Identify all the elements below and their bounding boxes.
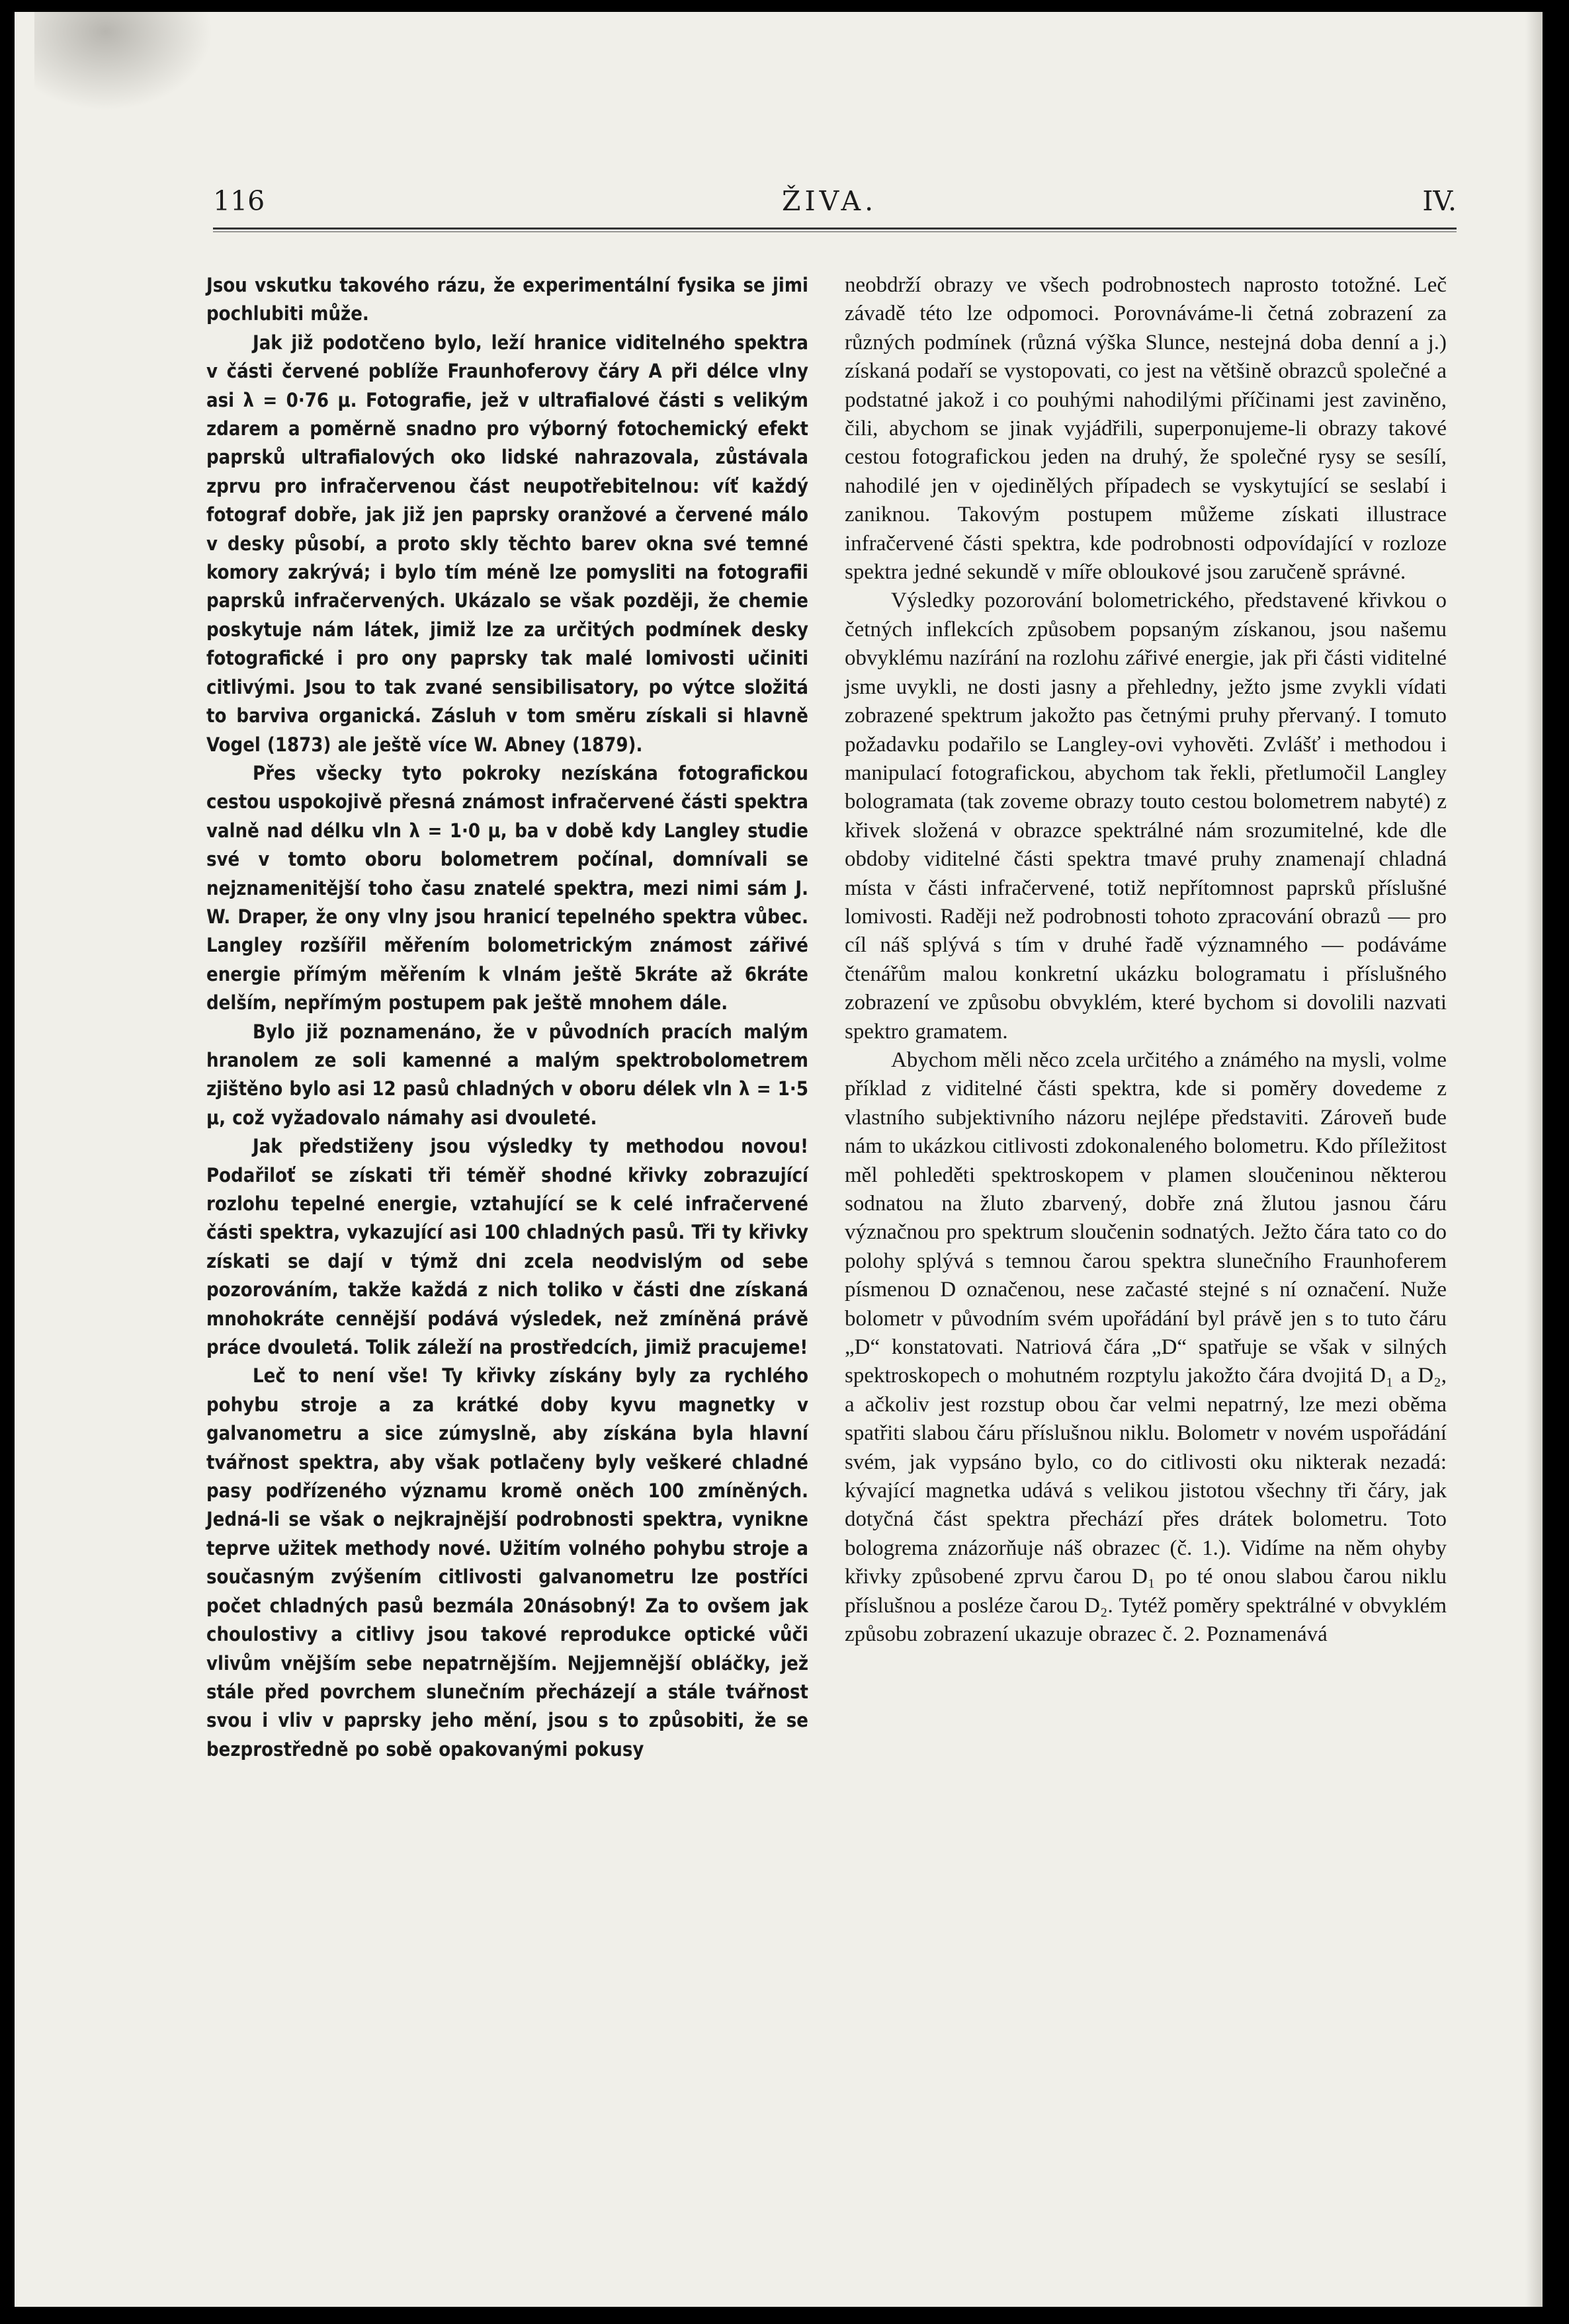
paragraph: Přes všecky tyto pokroky nezískána fotografickou cestou uspokojivě přesná známost infračervené části spektra valně nad délku vln λ = 1·0 μ, ba v době kdy Langley studie své v tomto oboru bolometrem počínal, domnívali se nejznamenitější toho času znatelé spektra, mezi nimi sám J. W. Draper, že ony vlny jsou hranicí tepelného spektra vůbec. Langley rozšířil měřením bolometrickým známost zářivé energie přímým měřením k vlnám ještě 5kráte až 6kráte delším, nepřímým postupem pak ještě mnohem dále.	[206, 761, 808, 1015]
paragraph: Leč to není vše! Ty křivky získány byly za rychlého pohybu stroje a za krátké doby kyvu magnetky v galvanometru a sice zúmyslně, aby získána byla hlavní tvářnost spektra, aby však potlačeny byly veškeré chladné pasy podřízeného významu kromě oněch 100 zmíněných. Jedná-li se však o nejkrajnější podrobnosti spektra, vynikne teprve užitek methody nové. Užitím volného pohybu stroje a současným zvýšením citlivosti galvanometru lze postříci počet chladných pasů bezmála 20násobný! Za to ovšem jak choulostivy a citlivy jsou takové reprodukce optické vůči vlivům vnějším sebe nepatrnějším. Nejjemnější obláčky, jež stále před povrchem slunečním přecházejí a stále tvářnost svou i vliv v paprsky jeho mění, jsou s to způsobiti, že se bezprostředně po sobě opakovanými pokusy	[206, 1364, 808, 1761]
volume-number: IV.	[1422, 185, 1457, 217]
paragraph: Jsou vskutku takového rázu, že experimentální fysika se jimi pochlubiti může.	[206, 274, 808, 325]
header-rule	[213, 228, 1457, 232]
paragraph: Abychom měli něco zcela určitého a známého na mysli, volme příklad z viditelné části spektra, kde si poměry dovedeme z vlastního subjektivního názoru nejlépe představiti. Zároveň bude nám to ukázkou citlivosti zdokonaleného bolometru. Kdo příležitost měl pohleděti spektroskopem v plamen sloučeninou některou sodnatou na žluto zbarvený, dobře zná žlutou jasnou čáru význačnou pro spektrum sloučenin sodnatých. Ježto čára tato co do polohy splývá s temnou čarou spektra slunečního Fraunhoferem písmenou D označenou, nese začasté stejné s ní označení. Nuže bolometr v původním svém upořádání byl právě jen s to tuto čáru „D“ konstatovati. Natriová čára „D“ spatřuje se však v silných spektroskopech o mohutném rozptylu jakožto čára dvojitá D₁ a D₂, a ačkoliv jest rozstup obou čar velmi nepatrný, lze mezi oběma spatřiti slabou čáru příslušnou niklu. Bolometr v novém uspořádání svém, jak vypsáno bylo, co do citlivosti oku nikterak nezadá: kývající magnetka udává s velikou jistotou všechny tři čáry, jak dotyčná část spektra přechází přes drátek bolometru. Toto bologrema znázorňuje náš obrazec (č. 1.). Vidíme na něm ohyby křivky způsobené zprvu čarou D₁ po té onou slabou čarou niklu příslušnou a posléze čarou D₂. Tytéž poměry spektrálné v obvyklém způsobu zobrazení ukazuje obrazec č. 2. Poznamenává	[845, 1048, 1447, 1647]
paragraph: Jak již podotčeno bylo, leží hranice viditelného spektra v části červené poblíže Fraunhoferovy čáry A při délce vlny asi λ = 0·76 μ. Fotografie, jež v ultrafialové části s velikým zdarem a poměrně snadno pro výborný fotochemický efekt paprsků ultrafialových oko lidské nahrazovala, zůstávala zprvu pro infračervenou část neupotřebitelnou: víť každý fotograf dobře, jak již jen paprsky oranžové a červené málo v desky působí, a proto skly těchto barev okna své temné komory zakrývá; i bylo tím méně lze pomysliti na fotografii paprsků infračervených. Ukázalo se však později, že chemie poskytuje nám látek, jimiž lze za určitých podmínek desky fotografické i pro ony paprsky tak malé lomivosti učiniti citlivými. Jsou to tak zvané sensibilisatory, po výtce složitá to barviva organická. Zásluh v tom směru získali si hlavně Vogel (1873) ale ještě více W. Abney (1879).	[206, 331, 808, 756]
paragraph: neobdrží obrazy ve všech podrobnostech naprosto totožné. Leč závadě této lze odpomoci. Porovnáváme-li četná zobrazení za různých podmínek (různá výška Slunce, nestejná doba denní a j.) získaná podaří se vystopovati, co jest na většině obrazců společné a podstatné jakož i co pouhými nahodilými příčinami jest zaviněno, čili, abychom se jinak vyjádřili, superponujeme-li obrazy takové cestou fotografickou jeden na druhý, že společné rysy se sesílí, nahodilé jen v ojedinělých případech se vyskytující se seslabí i zaniknou. Takovým postupem můžeme získati illustrace infračervené části spektra, kde podrobnosti odpovídající v rozloze spektra jedné sekundě v míře obloukové jsou zaručeně správné.	[845, 273, 1447, 585]
journal-page	[15, 12, 1543, 2307]
paragraph: Bylo již poznamenáno, že v původních pracích malým hranolem ze soli kamenné a malým spektrobolometrem zjištěno bylo asi 12 pasů chladných v oboru délek vln λ = 1·5 μ, což vyžadovalo námahy asi dvouleté.	[206, 1020, 808, 1129]
page-number: 116	[213, 185, 265, 217]
left-column	[206, 271, 808, 2163]
journal-title: ŽIVA.	[782, 185, 878, 217]
page-edge-shadow	[1525, 12, 1543, 2307]
paragraph: Jak předstiženy jsou výsledky ty methodou novou! Podařiloť se získati tři téměř shodné křivky zobrazující rozlohu tepelné energie, vztahující se k celé infračervené části spektra, vykazující asi 100 chladných pasů. Tři ty křivky získati se dají v týmž dni zcela neodvislým od sebe pozorováním, takže každá z nich toliko v části dne získaná mnohokráte cennější podává výsledek, než zmíněná právě práce dvouletá. Tolik záleží na prostředcích, jimiž pracujeme!	[206, 1135, 808, 1359]
right-column	[845, 271, 1447, 2163]
paragraph: Výsledky pozorování bolometrického, představené křivkou o četných inflekcích způsobem popsaným získanou, jsou našemu obvyklému nazírání na rozlohu zářivé energie, jak při části viditelné jsme uvykli, ne dosti jasny a přehledny, ježto jsme zvykli vídati zobrazené spektrum jakožto pas četnými pruhy přervaný. I tomuto požadavku podařilo se Langley-ovi vyhověti. Zvlášť i methodou i manipulací fotografickou, abychom tak řekli, přetlumočil Langley bologramata (tak zoveme obrazy touto cestou bolometrem nabyté) z křivek složená v obrazce spektrálné nám srozumitelné, kde dle obdoby viditelné části spektra tmavé pruhy znamenají chladná místa v části infračervené, totiž nepřítomnost paprsků příslušné lomivosti. Raději než podrobnosti tohoto zpracování obrazů — pro cíl náš splývá s tím v druhé řadě významného — podáváme čtenářům malou konkretní ukázku bologramatu i příslušného zobrazení ve způsobu obvyklém, které bychom si dovolili nazvati spektro gramatem.	[845, 589, 1447, 1044]
scan-smudge	[34, 12, 213, 111]
running-header	[213, 185, 1457, 225]
